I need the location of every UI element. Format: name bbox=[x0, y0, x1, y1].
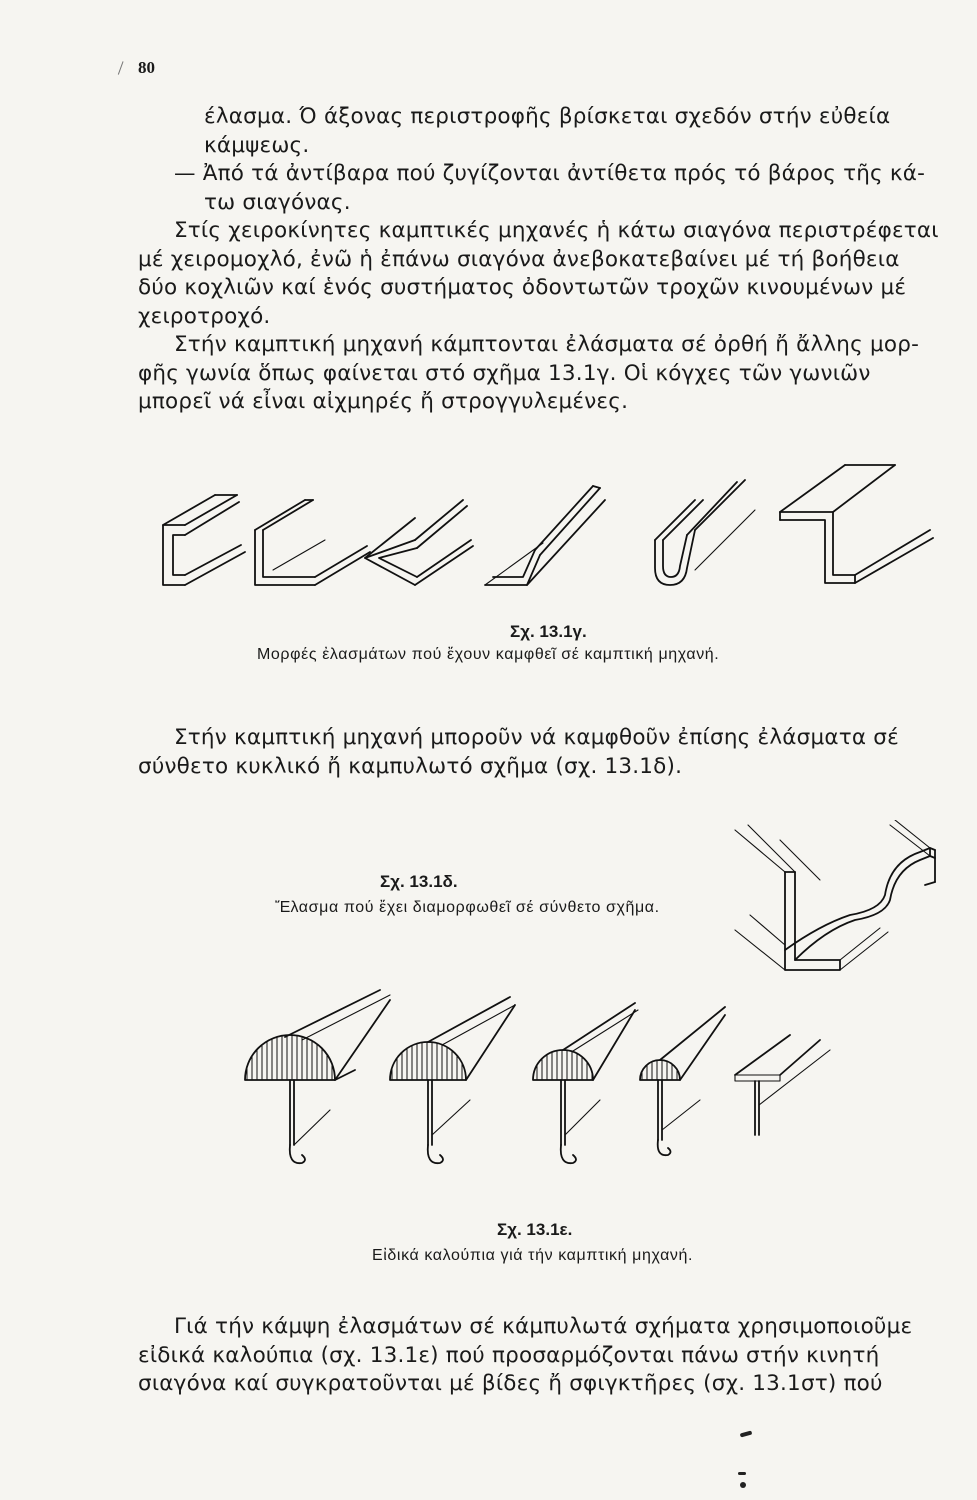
profile-z bbox=[780, 465, 933, 583]
text-line: κάμψεως. bbox=[204, 132, 310, 158]
text-line: δύο κοχλιῶν καί ἑνός συστήματος ὀδοντωτῶν τροχῶν κινουμένων μέ bbox=[138, 275, 907, 300]
text-line: — Ἀπό τά ἀντίβαρα πού ζυγίζονται ἀντίθετα πρός τό βάρος τῆς κά- bbox=[174, 161, 926, 186]
text-line: τω σιαγόνας. bbox=[204, 189, 351, 215]
die-large bbox=[245, 990, 390, 1163]
figure-2-caption: Ἔλασμα πού ἔχει διαμορφωθεῖ σέ σύνθετο σχῆμα. bbox=[275, 899, 660, 916]
figure-1-title: Σχ. 13.1γ. bbox=[510, 622, 587, 641]
scan-smudge bbox=[740, 1431, 753, 1438]
figure-bent-profiles bbox=[155, 440, 955, 610]
scan-smudge bbox=[738, 1472, 746, 1475]
die-small bbox=[640, 1007, 725, 1155]
scan-smudge bbox=[740, 1482, 746, 1488]
text-line: Στήν καμπτική μηχανή κάμπτονται ἐλάσματα σέ ὀρθή ἤ ἄλλης μορ- bbox=[174, 332, 920, 357]
profile-right-angle bbox=[255, 500, 370, 585]
die-medium bbox=[533, 1003, 638, 1163]
scan-mark bbox=[118, 61, 129, 77]
text-line: μέ χειρομοχλό, ἐνῶ ἡ ἐπάνω σιαγόνα ἀνεβοκατεβαίνει μέ τή βοήθεια bbox=[138, 246, 900, 272]
text-line: σύνθετο κυκλικό ἤ καμπυλωτό σχῆμα (σχ. 13.1δ). bbox=[138, 753, 683, 779]
profile-channel bbox=[163, 495, 245, 585]
figure-3-caption: Εἰδικά καλούπια γιά τήν καμπτική μηχανή. bbox=[372, 1247, 694, 1264]
text-line: εἰδικά καλούπια (σχ. 13.1ε) πού προσαρμόζονται πάνω στήν κινητή bbox=[138, 1342, 880, 1368]
text-line: Γιά τήν κάμψη ἐλασμάτων σέ κάμπυλωτά σχήματα χρησιμοποιοῦμε bbox=[174, 1314, 913, 1339]
figure-complex-shape bbox=[720, 820, 950, 1000]
profile-rounded-u bbox=[655, 480, 755, 585]
profile-obtuse bbox=[485, 486, 605, 585]
figure-2-title: Σχ. 13.1δ. bbox=[380, 872, 458, 891]
page-number: 80 bbox=[138, 58, 155, 77]
text-line: Στίς χειροκίνητες καμπτικές μηχανές ἡ κάτω σιαγόνα περιστρέφεται bbox=[174, 218, 939, 243]
text-line: χειροτροχό. bbox=[138, 303, 271, 329]
paragraph-middle bbox=[138, 724, 899, 781]
die-medium-large bbox=[390, 997, 515, 1163]
profile-acute-v bbox=[365, 500, 473, 585]
text-line: φῆς γωνία ὅπως φαίνεται στό σχῆμα 13.1γ. Οἱ κόγχες τῶν γωνιῶν bbox=[138, 360, 871, 386]
text-line: έλασμα. Ό άξονας περιστροφῆς βρίσκεται σχεδόν στήν εὐθεία bbox=[204, 104, 891, 129]
text-line: σιαγόνα καί συγκρατοῦνται μέ βίδες ἤ σφιγκτῆρες (σχ. 13.1στ) πού bbox=[138, 1371, 883, 1396]
figure-special-dies bbox=[230, 985, 870, 1180]
die-tiny bbox=[735, 1035, 830, 1135]
text-line: Στήν καμπτική μηχανή μποροῦν νά καμφθοῦν ἐπίσης ἐλάσματα σέ bbox=[174, 725, 899, 750]
text-line: μπορεῖ νά εἶναι αἰχμηρές ἤ στρογγυλεμένες. bbox=[138, 389, 629, 414]
paragraph-bottom bbox=[138, 1313, 912, 1399]
figure-1-caption: Μορφές ἐλασμάτων πού ἔχουν καμφθεῖ σέ καμπτική μηχανή. bbox=[257, 646, 720, 663]
paragraph-top bbox=[138, 103, 939, 417]
figure-3-title: Σχ. 13.1ε. bbox=[497, 1220, 573, 1239]
